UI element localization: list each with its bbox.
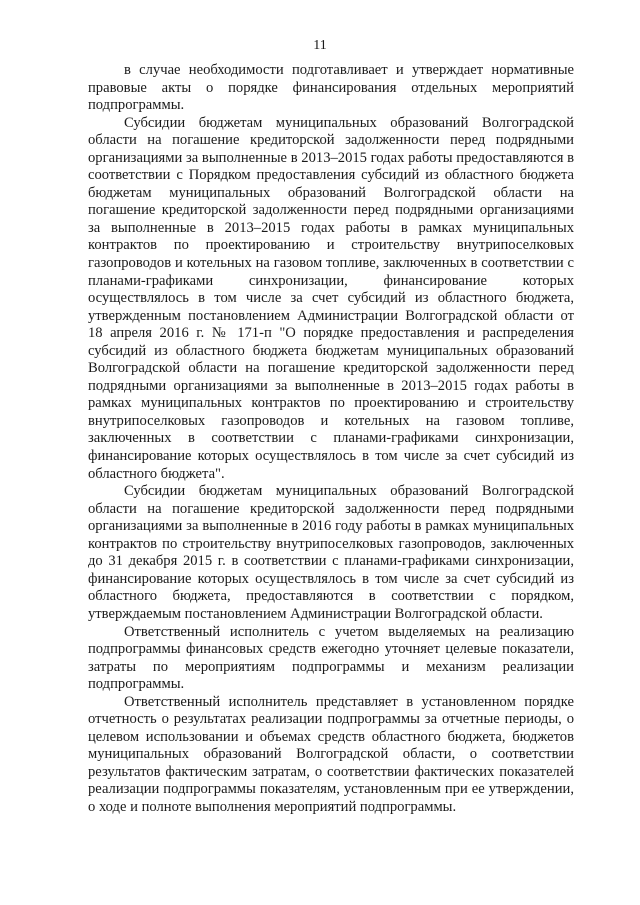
document-body xyxy=(88,62,574,817)
paragraph-continuation: в случае необходимости подготавливает и утверждает нормативные правовые акты о порядке финансирования отдельных мероприятий подпрограммы. xyxy=(88,62,574,114)
page-number: 11 xyxy=(313,38,327,53)
paragraph-executor-reporting: Ответственный исполнитель представляет в установленном порядке отчетность о результатах реализации подпрограммы за отчетные периоды, о целевом использовании и объемах средств областного бюджета, бюджетов муниципальных образований Волгоградской области, о соответствии результатов фактическим затратам, о соответствии фактических показателей реализации подпрограммы показателям, установленным при ее утверждении, о ходе и полноте выполнения мероприятий подпрограммы. xyxy=(88,693,574,815)
paragraph-executor-funding: Ответственный исполнитель с учетом выделяемых на реализацию подпрограммы финансовых средств ежегодно уточняет целевые показатели, затраты по мероприятиям подпрограммы и механизм реализации подпрограммы. xyxy=(88,623,574,693)
paragraph-subsidies-2013-2015: Субсидии бюджетам муниципальных образований Волгоградской области на погашение кредиторской задолженности перед подрядными организациями за выполненные в 2013–2015 годах работы предоставляются в соответствии с Порядком предоставления субсидий из областного бюджета бюджетам муниципальных образований Волгоградской области на погашение кредиторской задолженности перед подрядными организациями за выполненные в 2013–2015 годах работы в рамках муниципальных контрактов по проектированию и строительству внутрипоселковых газопроводов и котельных на газовом топливе, заключенных в соответствии с планами-графиками синхронизации, финансирование которых осуществлялось в том числе за счет субсидий из областного бюджета, утвержденным постановлением Администрации Волгоградской области от 18 апреля 2016 г. № 171-п "О порядке предоставления и распределения субсидий из областного бюджета бюджетам муниципальных образований Волгоградской области на погашение кредиторской задолженности перед подрядными организациями за выполненные в 2013–2015 годах работы в рамках муниципальных контрактов по проектированию и строительству внутрипоселковых газопроводов и котельных на газовом топливе, заключенных в соответствии с планами-графиками синхронизации, финансирование которых осуществлялось в том числе за счет субсидий из областного бюджета". xyxy=(88,114,574,482)
paragraph-subsidies-2016: Субсидии бюджетам муниципальных образований Волгоградской области на погашение кредиторской задолженности перед подрядными организациями за выполненные в 2016 году работы в рамках муниципальных контрактов по строительству внутрипоселковых газопроводов, заключенных до 31 декабря 2015 г. в соответствии с планами-графиками синхронизации, финансирование которых осуществлялось в том числе за счет субсидий из областного бюджета, предоставляются в соответствии с порядком, утверждаемым постановлением Администрации Волгоградской области. xyxy=(88,483,574,622)
